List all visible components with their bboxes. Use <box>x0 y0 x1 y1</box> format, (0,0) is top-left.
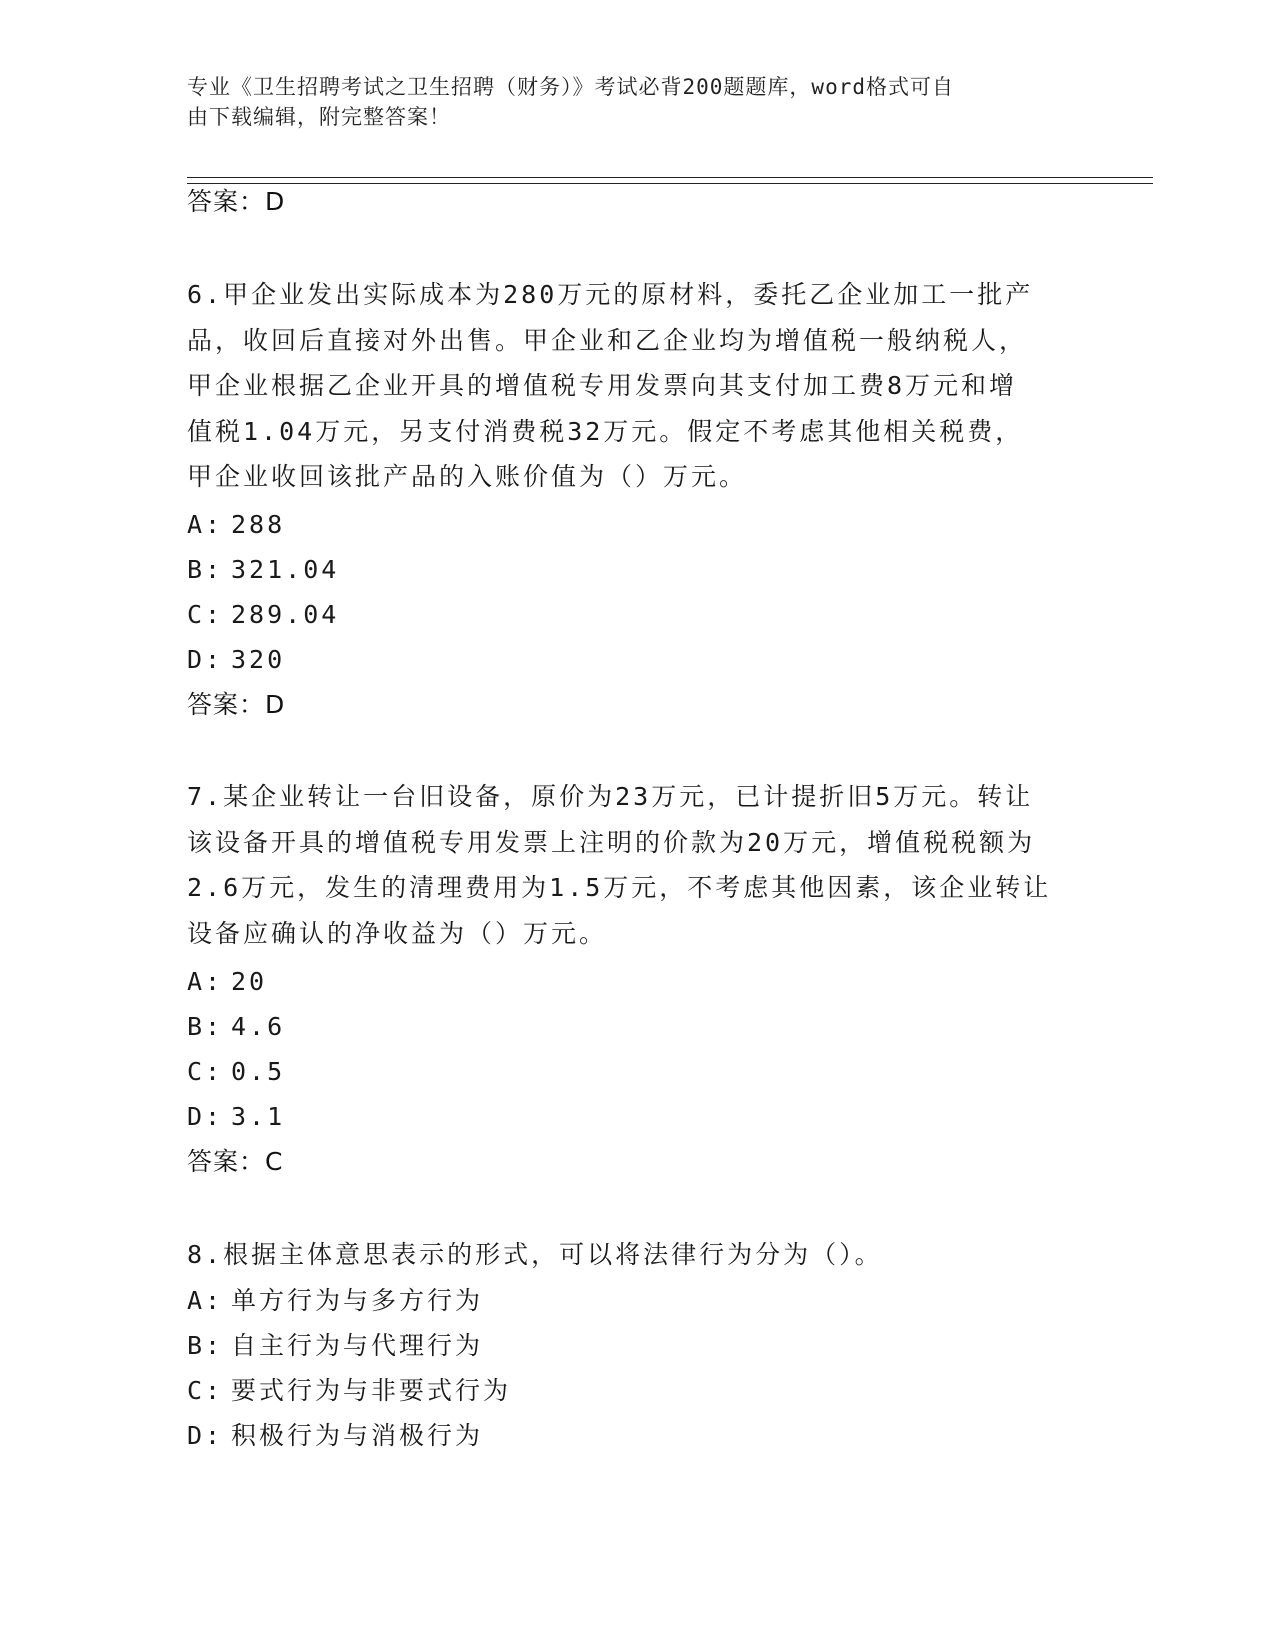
question-6-line: 甲企业根据乙企业开具的增值税专用发票向其支付加工费8万元和增 <box>187 371 1018 401</box>
question-6-text <box>187 272 1087 500</box>
question-6-line: 甲企业收回该批产品的入账价值为（）万元。 <box>187 462 748 492</box>
question-8-option-b: B: 自主行为与代理行为 <box>187 1331 484 1360</box>
question-6-option-c: C: 289.04 <box>187 600 340 629</box>
question-7-line: 设备应确认的净收益为（）万元。 <box>187 918 608 948</box>
question-8-option-c: C: 要式行为与非要式行为 <box>187 1376 512 1405</box>
question-6-option-b: B: 321.04 <box>187 555 340 584</box>
question-7-option-c: C: 0.5 <box>187 1057 286 1086</box>
question-6-line: 值税1.04万元，另支付消费税32万元。假定不考虑其他相关税费， <box>187 416 1024 446</box>
question-8-option-d: D: 积极行为与消极行为 <box>187 1421 484 1450</box>
question-7-answer: 答案：C <box>187 1147 284 1176</box>
header-line-1: 专业《卫生招聘考试之卫生招聘（财务）》考试必背200题题库，word格式可自 <box>187 75 954 99</box>
question-6-answer: 答案：D <box>187 690 286 719</box>
question-6-option-a: A: 288 <box>187 510 286 539</box>
question-8-line: 8.根据主体意思表示的形式，可以将法律行为分为（）。 <box>187 1240 883 1269</box>
header-line-2: 由下载编辑，附完整答案！ <box>187 105 451 129</box>
header-divider-top <box>187 177 1153 178</box>
previous-answer: 答案：D <box>187 187 286 216</box>
question-6-option-d: D: 320 <box>187 645 286 674</box>
question-6-line: 6.甲企业发出实际成本为280万元的原材料，委托乙企业加工一批产 <box>187 280 1034 309</box>
question-8-text <box>187 1232 1087 1278</box>
question-7-line: 该设备开具的增值税专用发票上注明的价款为20万元，增值税税额为 <box>187 827 1036 857</box>
question-6-line: 品，收回后直接对外出售。甲企业和乙企业均为增值税一般纳税人， <box>187 325 1028 355</box>
question-7-text <box>187 774 1087 956</box>
question-8-option-a: A: 单方行为与多方行为 <box>187 1286 484 1315</box>
question-7-line: 7.某企业转让一台旧设备，原价为23万元，已计提折旧5万元。转让 <box>187 782 1034 811</box>
document-header <box>187 72 1087 132</box>
question-7-option-a: A: 20 <box>187 967 268 996</box>
question-7-line: 2.6万元，发生的清理费用为1.5万元，不考虑其他因素，该企业转让 <box>187 873 1052 903</box>
header-divider-bottom <box>187 183 1153 184</box>
question-7-option-b: B: 4.6 <box>187 1012 286 1041</box>
question-7-option-d: D: 3.1 <box>187 1102 286 1131</box>
